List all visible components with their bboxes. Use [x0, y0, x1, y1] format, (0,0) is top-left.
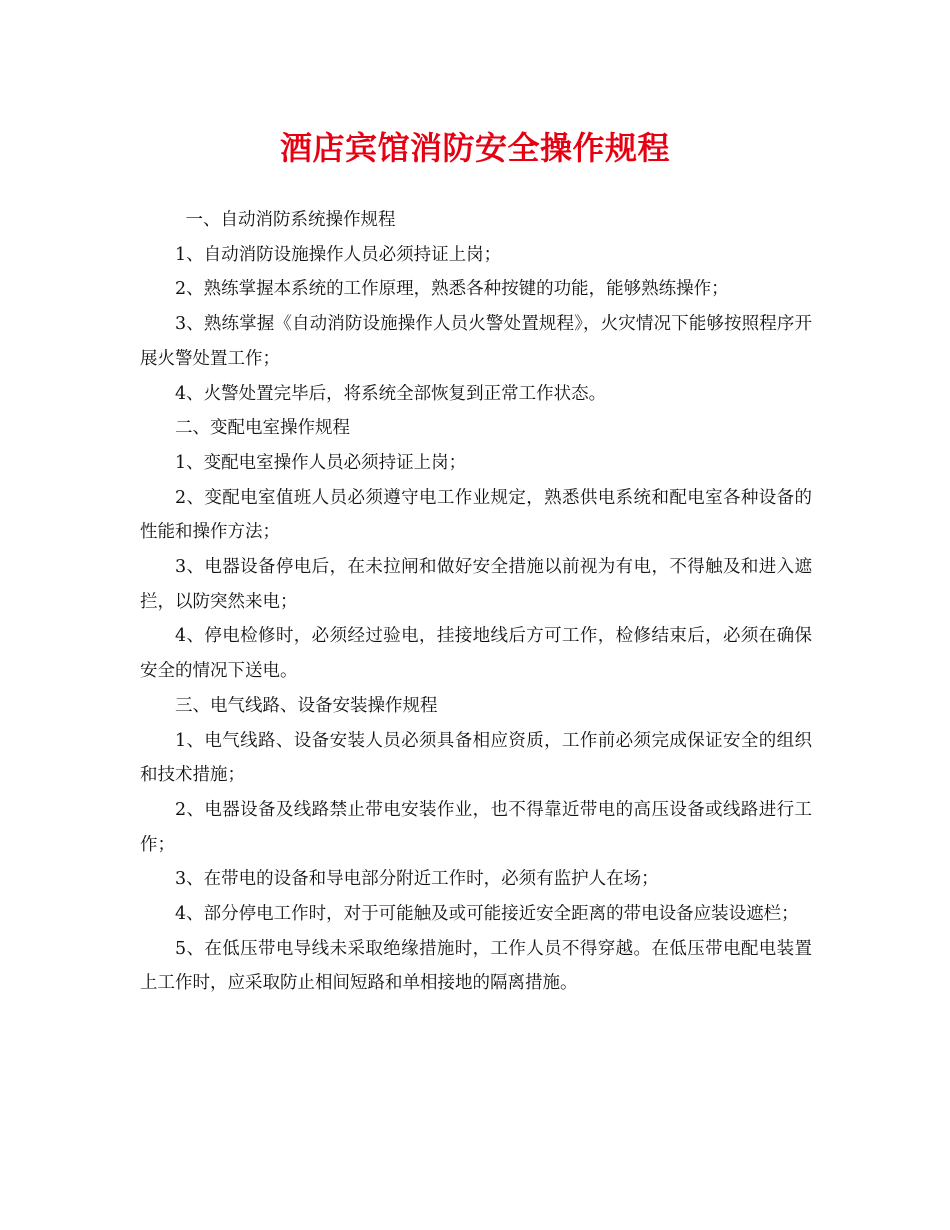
list-item: 1、变配电室操作人员必须持证上岗；	[175, 452, 467, 473]
document-body	[140, 203, 812, 1001]
list-item: 4、部分停电工作时，对于可能触及或可能接近安全距离的带电设备应装设遮栏；	[175, 904, 799, 925]
section-heading: 二、变配电室操作规程	[175, 418, 350, 439]
list-item: 3、电器设备停电后，在未拉闸和做好安全措施以前视为有电，不得触及和进入遮拦，以防突然来电；	[140, 557, 812, 612]
list-item: 1、自动消防设施操作人员必须持证上岗；	[175, 244, 502, 265]
list-item: 3、在带电的设备和导电部分附近工作时，必须有监护人在场；	[175, 869, 659, 890]
list-item: 5、在低压带电导线未采取绝缘措施时，工作人员不得穿越。在低压带电配电装置上工作时，应采取防止相间短路和单相接地的隔离措施。	[140, 938, 812, 994]
list-item: 3、熟练掌握《自动消防设施操作人员火警处置规程》，火灾情况下能够按照程序开展火警处置工作；	[140, 314, 812, 369]
list-item: 2、熟练掌握本系统的工作原理，熟悉各种按键的功能，能够熟练操作；	[175, 279, 729, 300]
document-title: 酒店宾馆消防安全操作规程	[279, 129, 670, 167]
list-item: 1、电气线路、设备安装人员必须具备相应资质，工作前必须完成保证安全的组织和技术措施；	[140, 730, 812, 786]
section-heading: 三、电气线路、设备安装操作规程	[175, 695, 438, 716]
list-item: 4、火警处置完毕后，将系统全部恢复到正常工作状态。	[175, 383, 607, 404]
list-item: 2、变配电室值班人员必须遵守电工作业规定，熟悉供电系统和配电室各种设备的性能和操作方法；	[140, 487, 812, 543]
list-item: 2、电器设备及线路禁止带电安装作业，也不得靠近带电的高压设备或线路进行工作；	[140, 799, 812, 855]
list-item: 4、停电检修时，必须经过验电，挂接地线后方可工作，检修结束后，必须在确保安全的情况下送电。	[140, 626, 812, 682]
section-heading: 一、自动消防系统操作规程	[185, 210, 396, 230]
